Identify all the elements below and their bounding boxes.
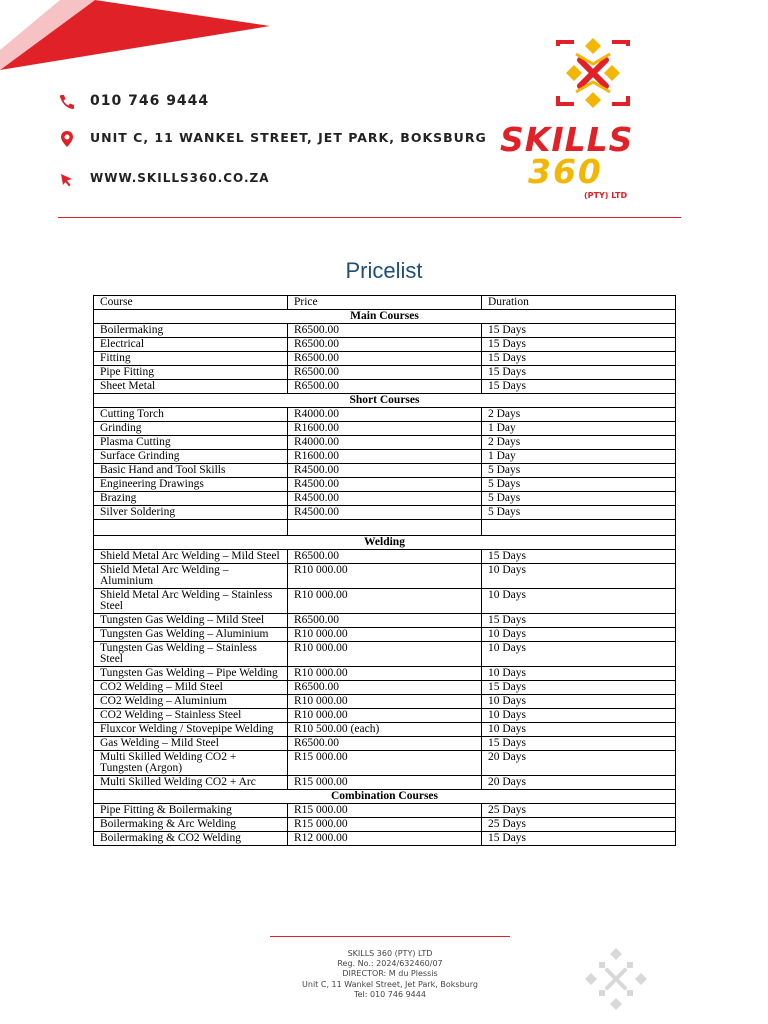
price-cell: R1600.00	[288, 422, 482, 436]
duration-cell: 15 Days	[482, 324, 676, 338]
duration-cell: 25 Days	[482, 818, 676, 832]
course-cell: Multi Skilled Welding CO2 + Tungsten (Argon)	[94, 751, 288, 776]
duration-cell: 2 Days	[482, 436, 676, 450]
table-row	[94, 450, 676, 464]
course-cell: Fitting	[94, 352, 288, 366]
section-row	[94, 394, 676, 408]
course-cell: Boilermaking & CO2 Welding	[94, 832, 288, 846]
course-cell: CO2 Welding – Mild Steel	[94, 681, 288, 695]
price-cell: R6500.00	[288, 681, 482, 695]
course-cell: Pipe Fitting & Boilermaking	[94, 804, 288, 818]
table-row	[94, 366, 676, 380]
duration-cell: 5 Days	[482, 464, 676, 478]
price-cell: R10 000.00	[288, 564, 482, 589]
price-cell: R10 000.00	[288, 667, 482, 681]
price-cell: R4000.00	[288, 408, 482, 422]
table-row	[94, 506, 676, 520]
page-title: Pricelist	[345, 258, 423, 283]
course-cell: CO2 Welding – Stainless Steel	[94, 709, 288, 723]
course-cell: Shield Metal Arc Welding – Mild Steel	[94, 550, 288, 564]
course-cell: Boilermaking & Arc Welding	[94, 818, 288, 832]
course-cell: Fluxcor Welding / Stovepipe Welding	[94, 723, 288, 737]
pricelist-body	[94, 296, 676, 846]
website-link[interactable]: WWW.SKILLS360.CO.ZA	[90, 171, 270, 185]
duration-cell: 15 Days	[482, 550, 676, 564]
course-cell: Plasma Cutting	[94, 436, 288, 450]
duration-cell: 10 Days	[482, 667, 676, 681]
price-cell: R6500.00	[288, 380, 482, 394]
phone-icon	[58, 93, 76, 111]
table-row	[94, 520, 676, 536]
table-row	[94, 338, 676, 352]
price-cell: R6500.00	[288, 352, 482, 366]
course-cell: Surface Grinding	[94, 450, 288, 464]
price-cell: R4000.00	[288, 436, 482, 450]
price-cell: R15 000.00	[288, 776, 482, 790]
duration-cell: 5 Days	[482, 492, 676, 506]
section-title: Welding	[94, 536, 676, 550]
price-cell: R6500.00	[288, 550, 482, 564]
course-cell: Tungsten Gas Welding – Mild Steel	[94, 614, 288, 628]
header-duration: Duration	[482, 296, 676, 310]
price-cell: R6500.00	[288, 737, 482, 751]
price-cell: R6500.00	[288, 338, 482, 352]
course-cell: Pipe Fitting	[94, 366, 288, 380]
duration-cell: 1 Day	[482, 450, 676, 464]
table-row	[94, 681, 676, 695]
duration-cell: 15 Days	[482, 737, 676, 751]
pricelist-table	[93, 295, 676, 846]
footer	[270, 949, 510, 1000]
table-row	[94, 564, 676, 589]
course-cell: Shield Metal Arc Welding – Stainless Steel	[94, 589, 288, 614]
logo-watermark-icon	[583, 946, 649, 1012]
duration-cell: 10 Days	[482, 695, 676, 709]
location-pin-icon	[58, 130, 76, 148]
course-cell: Grinding	[94, 422, 288, 436]
course-cell: Cutting Torch	[94, 408, 288, 422]
duration-cell: 15 Days	[482, 614, 676, 628]
duration-cell: 20 Days	[482, 776, 676, 790]
table-row	[94, 695, 676, 709]
price-cell: R15 000.00	[288, 804, 482, 818]
course-cell: Gas Welding – Mild Steel	[94, 737, 288, 751]
price-cell: R15 000.00	[288, 751, 482, 776]
table-row	[94, 614, 676, 628]
duration-cell: 15 Days	[482, 352, 676, 366]
duration-cell: 10 Days	[482, 564, 676, 589]
price-cell: R10 000.00	[288, 589, 482, 614]
table-row	[94, 352, 676, 366]
price-cell: R4500.00	[288, 464, 482, 478]
header-price: Price	[288, 296, 482, 310]
table-row	[94, 380, 676, 394]
duration-cell: 10 Days	[482, 589, 676, 614]
course-cell: Tungsten Gas Welding – Pipe Welding	[94, 667, 288, 681]
table-row	[94, 776, 676, 790]
cursor-icon	[58, 171, 76, 189]
course-cell: Tungsten Gas Welding – Aluminium	[94, 628, 288, 642]
footer-address: Unit C, 11 Wankel Street, Jet Park, Boksburg	[302, 979, 478, 989]
course-cell	[94, 520, 288, 536]
price-cell: R1600.00	[288, 450, 482, 464]
section-title: Main Courses	[94, 310, 676, 324]
table-row	[94, 589, 676, 614]
section-title: Short Courses	[94, 394, 676, 408]
price-cell: R6500.00	[288, 366, 482, 380]
duration-cell	[482, 520, 676, 536]
course-cell: Brazing	[94, 492, 288, 506]
logo-wordmark: SKILLS	[500, 120, 634, 159]
course-cell: Multi Skilled Welding CO2 + Arc	[94, 776, 288, 790]
section-row	[94, 790, 676, 804]
header-divider	[58, 217, 681, 218]
course-cell: Engineering Drawings	[94, 478, 288, 492]
duration-cell: 15 Days	[482, 338, 676, 352]
table-row	[94, 709, 676, 723]
address-text: UNIT C, 11 WANKEL STREET, JET PARK, BOKSBURG	[90, 130, 487, 145]
duration-cell: 10 Days	[482, 628, 676, 642]
table-row	[94, 478, 676, 492]
table-row	[94, 723, 676, 737]
duration-cell: 15 Days	[482, 681, 676, 695]
footer-tel: Tel: 010 746 9444	[354, 989, 426, 999]
course-cell: Basic Hand and Tool Skills	[94, 464, 288, 478]
table-row	[94, 436, 676, 450]
logo-suffix: (PTY) LTD	[584, 191, 628, 200]
price-cell	[288, 520, 482, 536]
course-cell: Silver Soldering	[94, 506, 288, 520]
duration-cell: 2 Days	[482, 408, 676, 422]
footer-company: SKILLS 360 (PTY) LTD	[347, 949, 433, 958]
price-cell: R4500.00	[288, 478, 482, 492]
section-row	[94, 536, 676, 550]
duration-cell: 10 Days	[482, 709, 676, 723]
price-cell: R10 500.00 (each)	[288, 723, 482, 737]
table-row	[94, 818, 676, 832]
table-row	[94, 464, 676, 478]
table-header-row	[94, 296, 676, 310]
footer-reg: Reg. No.: 2024/632460/07	[337, 959, 443, 969]
duration-cell: 5 Days	[482, 478, 676, 492]
table-row	[94, 667, 676, 681]
logo-number: 360	[528, 152, 603, 191]
price-cell: R15 000.00	[288, 818, 482, 832]
course-cell: Boilermaking	[94, 324, 288, 338]
duration-cell: 5 Days	[482, 506, 676, 520]
table-row	[94, 324, 676, 338]
footer-director: DIRECTOR: M du Plessis	[342, 969, 438, 979]
table-row	[94, 422, 676, 436]
section-title: Combination Courses	[94, 790, 676, 804]
price-cell: R10 000.00	[288, 642, 482, 667]
table-row	[94, 737, 676, 751]
phone-text: 010 746 9444	[90, 93, 210, 109]
price-cell: R10 000.00	[288, 709, 482, 723]
table-row	[94, 408, 676, 422]
price-cell: R10 000.00	[288, 628, 482, 642]
price-cell: R4500.00	[288, 492, 482, 506]
duration-cell: 15 Days	[482, 380, 676, 394]
duration-cell: 1 Day	[482, 422, 676, 436]
price-cell: R4500.00	[288, 506, 482, 520]
footer-divider	[270, 936, 510, 937]
table-row	[94, 550, 676, 564]
table-row	[94, 492, 676, 506]
price-cell: R6500.00	[288, 614, 482, 628]
header-course: Course	[94, 296, 288, 310]
duration-cell: 10 Days	[482, 723, 676, 737]
section-row	[94, 310, 676, 324]
duration-cell: 15 Days	[482, 832, 676, 846]
course-cell: Electrical	[94, 338, 288, 352]
price-cell: R10 000.00	[288, 695, 482, 709]
table-row	[94, 804, 676, 818]
course-cell: Sheet Metal	[94, 380, 288, 394]
course-cell: Shield Metal Arc Welding – Aluminium	[94, 564, 288, 589]
table-row	[94, 642, 676, 667]
course-cell: CO2 Welding – Aluminium	[94, 695, 288, 709]
table-row	[94, 832, 676, 846]
price-cell: R6500.00	[288, 324, 482, 338]
price-cell: R12 000.00	[288, 832, 482, 846]
duration-cell: 20 Days	[482, 751, 676, 776]
duration-cell: 15 Days	[482, 366, 676, 380]
course-cell: Tungsten Gas Welding – Stainless Steel	[94, 642, 288, 667]
table-row	[94, 751, 676, 776]
table-row	[94, 628, 676, 642]
duration-cell: 25 Days	[482, 804, 676, 818]
duration-cell: 10 Days	[482, 642, 676, 667]
